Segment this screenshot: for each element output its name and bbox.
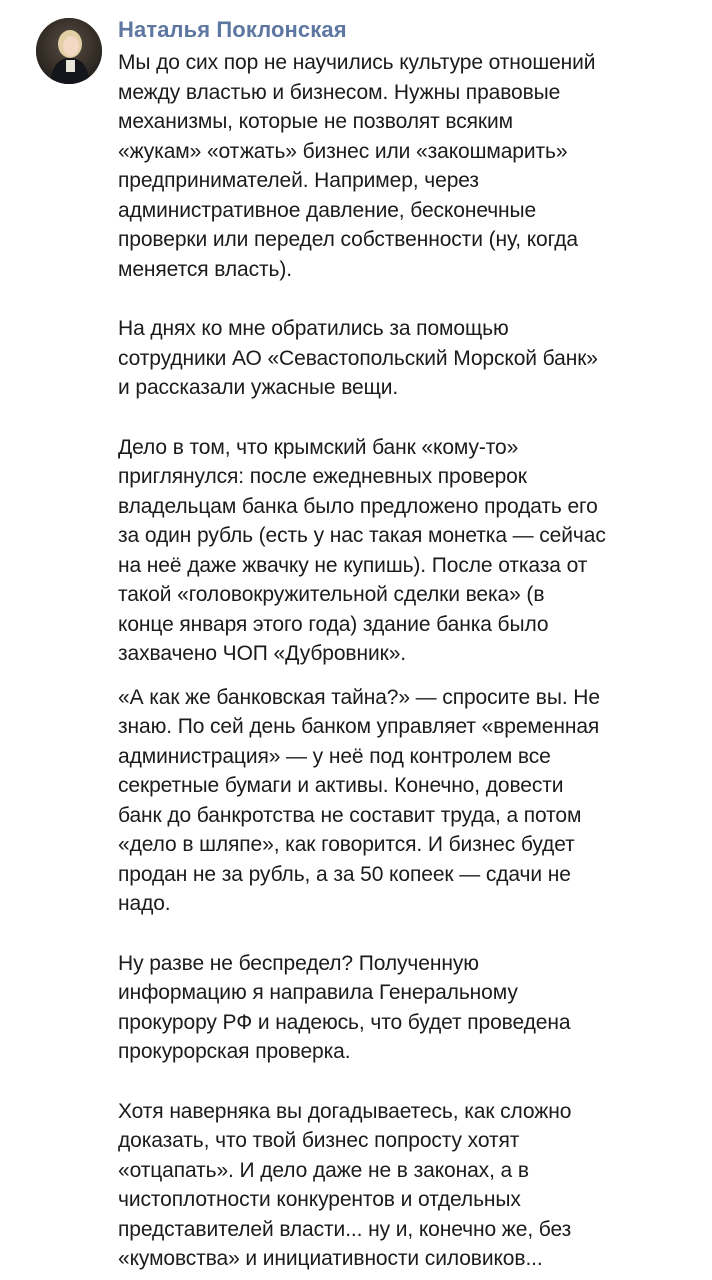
- post-paragraph-4: «А как же банковская тайна?» — спросите вы. Не знаю. По сей день банком управляет «временная администрация» — у неё под контролем все секретные бумаги и активы. Конечно, довести банк до банкротства не составит труда, а потом «дело в шляпе», как говорится. И бизнес будет продан не за рубль, а за 50 копеек — сдачи не надо.: [118, 685, 600, 915]
- post-paragraph-3: Дело в том, что крымский банк «кому-то» приглянулся: после ежедневных проверок владельцам банка было предложено продать его за один рубль (есть у нас такая монетка — сейчас на неё даже жвачку не купишь). После отказа от такой «головокружительной сделки века» (в конце января этого года) здание банка было захвачено ЧОП «Дубровник».: [118, 435, 606, 665]
- post-paragraph-1: Мы до сих пор не научились культуре отношений между властью и бизнесом. Нужны правовые механизмы, которые не позволят всяким «жукам» «отжать» бизнес или «закошмарить» предпринимателей. Например, через административное давление, бесконечные проверки или передел собственности (ну, когда меняется власть).: [118, 51, 596, 281]
- author-name[interactable]: Наталья Поклонская: [118, 17, 347, 42]
- post-paragraph-5: Ну разве не беспредел? Полученную информацию я направила Генеральному прокурору РФ и надеюсь, что будет проведена прокурорская проверка.: [118, 951, 571, 1063]
- post-paragraph-2: На днях ко мне обратились за помощью сотрудники АО «Севастопольский Морской банк» и рассказали ужасные вещи.: [118, 317, 598, 399]
- avatar[interactable]: [36, 18, 102, 84]
- avatar-photo: [36, 18, 102, 84]
- post-content: [118, 14, 698, 1274]
- post-paragraph-6: Хотя наверняка вы догадываетесь, как сложно доказать, что твой бизнес попросту хотят «отцапать». И дело даже не в законах, а в чистоплотности конкурентов и отдельных представителей власти... ну и, конечно же, без «кумовства» и инициативности силовиков...: [118, 1099, 572, 1270]
